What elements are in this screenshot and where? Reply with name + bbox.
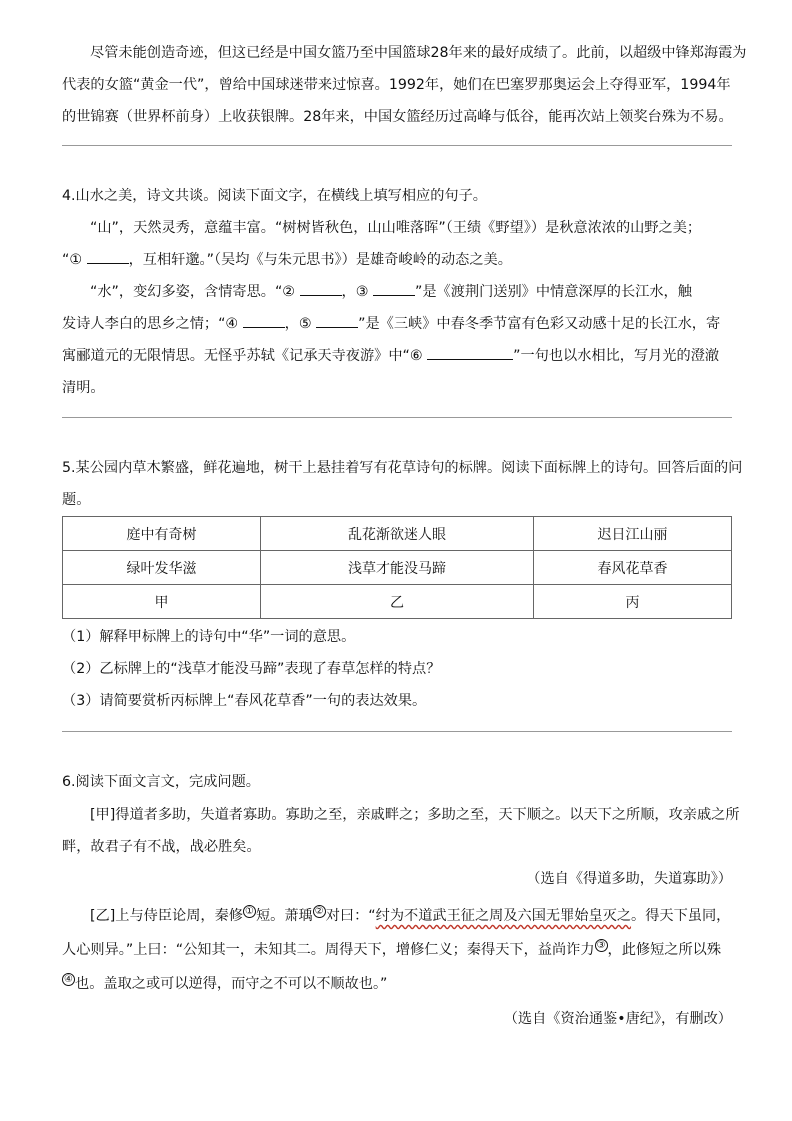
divider — [62, 145, 732, 146]
q6-yi-line3: ④ 也。盖取之或可以逆得，而守之不可以不顺故也。” — [62, 968, 732, 1000]
table-cell: 绿叶发华滋 — [63, 551, 261, 585]
answer-blank-4[interactable] — [243, 311, 285, 328]
q5-title-line2: 题。 — [62, 492, 91, 508]
q6-yi-line1: [乙]上与侍臣论周，秦修 ① 短。萧瑀 ② 对曰：“纣为不道武王征之周及六国无罪始皇灭之。得天下虽同， — [90, 906, 731, 924]
answer-blank-6[interactable] — [427, 343, 513, 360]
table-cell: 甲 — [63, 585, 261, 619]
q6-title: 6.阅读下面文言文，完成问题。 — [62, 774, 260, 790]
intro-line-1: 尽管未能创造奇迹，但这已经是中国女篮乃至中国篮球28年来的最好成绩了。此前，以超级中锋郑海霞为 — [90, 45, 747, 61]
q5-sub-question-1: （1）解释甲标牌上的诗句中“华”一词的意思。 — [62, 629, 356, 645]
table-cell: 春风花草香 — [534, 551, 732, 585]
answer-blank-2[interactable] — [300, 279, 342, 296]
q4-title: 4.山水之美，诗文共谈。阅读下面文字，在横线上填写相应的句子。 — [62, 188, 487, 204]
q6-jia-line2: 畔，故君子有不战，战必胜矣。 — [62, 839, 261, 855]
footnote-marker: ④ — [62, 973, 75, 986]
footnote-marker: ③ — [595, 939, 608, 952]
footnote-marker: ① — [243, 905, 256, 918]
blank-label-1: “① — [62, 252, 83, 268]
q4-para2-line1: “水”，变幻多姿，含情寄思。“② ，③ ”是《渡荆门送别》中情意深厚的长江水，触 — [62, 276, 732, 308]
q6-jia-source: （选自《得道多助，失道寡助》） — [526, 871, 732, 887]
footnote-marker: ② — [313, 905, 326, 918]
table-row — [63, 517, 732, 551]
q6-yi-line2: 人心则异。”上曰：“公知其一，未知其二。周得天下，增修仁义；秦得天下，益尚诈力 ③ ，此修短之所以殊 — [62, 940, 722, 958]
q4-para2-line4: 清明。 — [62, 380, 105, 396]
table-cell: 浅草才能没马蹄 — [261, 551, 534, 585]
q6-yi-source: （选自《资治通鉴•唐纪》，有删改） — [503, 1011, 732, 1027]
q5-sub-question-2: （2）乙标牌上的“浅草才能没马蹄”表现了春草怎样的特点？ — [62, 661, 441, 677]
q5-title-line1: 5.某公园内草木繁盛，鲜花遍地，树干上悬挂着写有花草诗句的标牌。阅读下面标牌上的诗句。回答后面的问 — [62, 460, 743, 476]
poem-sign-table — [62, 516, 732, 619]
table-cell: 庭中有奇树 — [63, 517, 261, 551]
answer-blank-5[interactable] — [316, 311, 358, 328]
answer-blank-3[interactable] — [373, 279, 415, 296]
table-row — [63, 585, 732, 619]
q4-para1-line1: “山”，天然灵秀，意蕴丰富。“树树皆秋色，山山唯落晖”（王绩《野望》）是秋意浓浓的山野之美； — [90, 220, 702, 236]
q4-para1-line2: “① ，互相轩邈。”（吴均《与朱元思书》）是雄奇峻岭的动态之美。 — [62, 244, 732, 276]
q6-jia-line1: [甲]得道者多助，失道者寡助。寡助之至，亲戚畔之；多助之至，天下顺之。以天下之所顺，攻亲戚之所 — [90, 807, 740, 823]
intro-line-2: 代表的女篮“黄金一代”，曾给中国球迷带来过惊喜。1992年，她们在巴塞罗那奥运会上夺得亚军，1994年 — [62, 77, 731, 93]
intro-line-3: 的世锦赛（世界杯前身）上收获银牌。28年来，中国女篮经历过高峰与低谷，能再次站上领奖台殊为不易。 — [62, 109, 733, 125]
q4-para2-line2: 发诗人李白的思乡之情；“④ ，⑤ ”是《三峡》中春冬季节富有色彩又动感十足的长江水，寄 — [62, 308, 732, 340]
answer-blank-1[interactable] — [87, 247, 129, 264]
table-row — [63, 551, 732, 585]
divider — [62, 417, 732, 418]
table-cell: 丙 — [534, 585, 732, 619]
q4-para2-line3: 寓郦道元的无限情思。无怪乎苏轼《记承天寺夜游》中“⑥ ”一句也以水相比，写月光的澄澈 — [62, 340, 732, 372]
divider — [62, 731, 732, 732]
table-cell: 迟日江山丽 — [534, 517, 732, 551]
wavy-underlined-sentence: 纣为不道武王征之周及六国无罪始皇灭之 — [375, 908, 632, 924]
table-cell: 乱花渐欲迷人眼 — [261, 517, 534, 551]
table-cell: 乙 — [261, 585, 534, 619]
q5-sub-question-3: （3）请简要赏析丙标牌上“春风花草香”一句的表达效果。 — [62, 693, 427, 709]
